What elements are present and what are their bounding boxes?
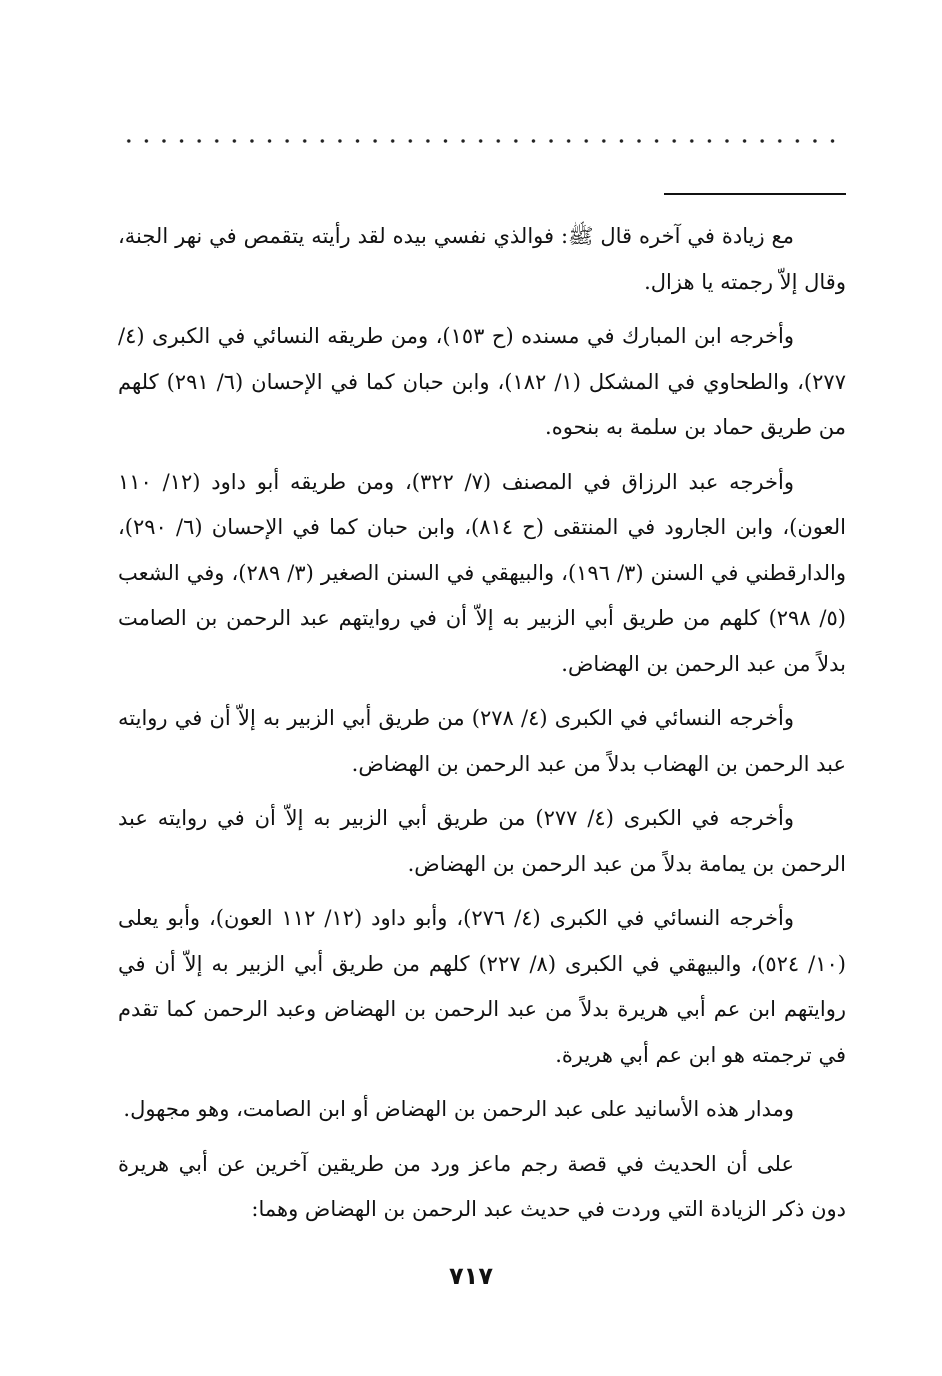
paragraph: ومدار هذه الأسانيد على عبد الرحمن بن الهضاض أو ابن الصامت، وهو مجهول. [123,1097,794,1121]
dotted-separator [120,137,846,145]
paragraph: على أن الحديث في قصة رجم ماعز ورد من طريقين آخرين عن أبي هريرة دون ذكر الزيادة التي وردت في حديث عبد الرحمن بن الهضاض وهما: [118,1151,846,1221]
paragraph: مع زيادة في آخره قال ﷺ: فوالذي نفسي بيده لقد رأيته يتقمص في نهر الجنة، وقال إلاّ رجمته يا هزال. [118,224,846,294]
paragraph: وأخرجه في الكبرى (٤/ ٢٧٧) من طريق أبي الزبير به إلاّ أن في روايته عبد الرحمن بن يمامة بدلاً من عبد الرحمن بن الهضاض. [118,806,846,876]
page-number: ٧١٧ [449,1262,493,1290]
paragraph: وأخرجه عبد الرزاق في المصنف (٧/ ٣٢٢)، ومن طريقه أبو داود (١٢/ ١١٠ العون)، وابن الجارود في المنتقى (ح ٨١٤)، وابن حبان كما في الإحسان (٦/ ٢٩٠)، والدارقطني في السنن (٣/ ١٩٦)، والبيهقي في السنن الصغير (٣/ ٢٨٩)، وفي الشعب (٥/ ٢٩٨) كلهم من طريق أبي الزبير به إلاّ أن في روايتهم عبد الرحمن بن الصامت بدلاً من عبد الرحمن بن الهضاض. [118,469,846,676]
paragraph: وأخرجه النسائي في الكبرى (٤/ ٢٧٦)، وأبو داود (١٢/ ١١٢ العون)، وأبو يعلى (١٠/ ٥٢٤)، والبيهقي في الكبرى (٨/ ٢٢٧) كلهم من طريق أبي الزبير به إلاّ أن في روايتهم ابن عم أبي هريرة بدلاً من عبد الرحمن بن الهضاض وعبد الرحمن كما تقدم في ترجمته هو ابن عم أبي هريرة. [118,906,846,1067]
paragraph: وأخرجه النسائي في الكبرى (٤/ ٢٧٨) من طريق أبي الزبير به إلاّ أن في روايته عبد الرحمن بن الهضاب بدلاً من عبد الرحمن بن الهضاض. [118,706,846,776]
paragraph: وأخرجه ابن المبارك في مسنده (ح ١٥٣)، ومن طريقه النسائي في الكبرى (٤/ ٢٧٧)، والطحاوي في المشكل (١/ ١٨٢)، وابن حبان كما في الإحسان (٦/ ٢٩١) كلهم من طريق حماد بن سلمة به بنحوه. [118,324,846,439]
footnote-rule [664,193,846,195]
footnote-text [118,214,846,1242]
